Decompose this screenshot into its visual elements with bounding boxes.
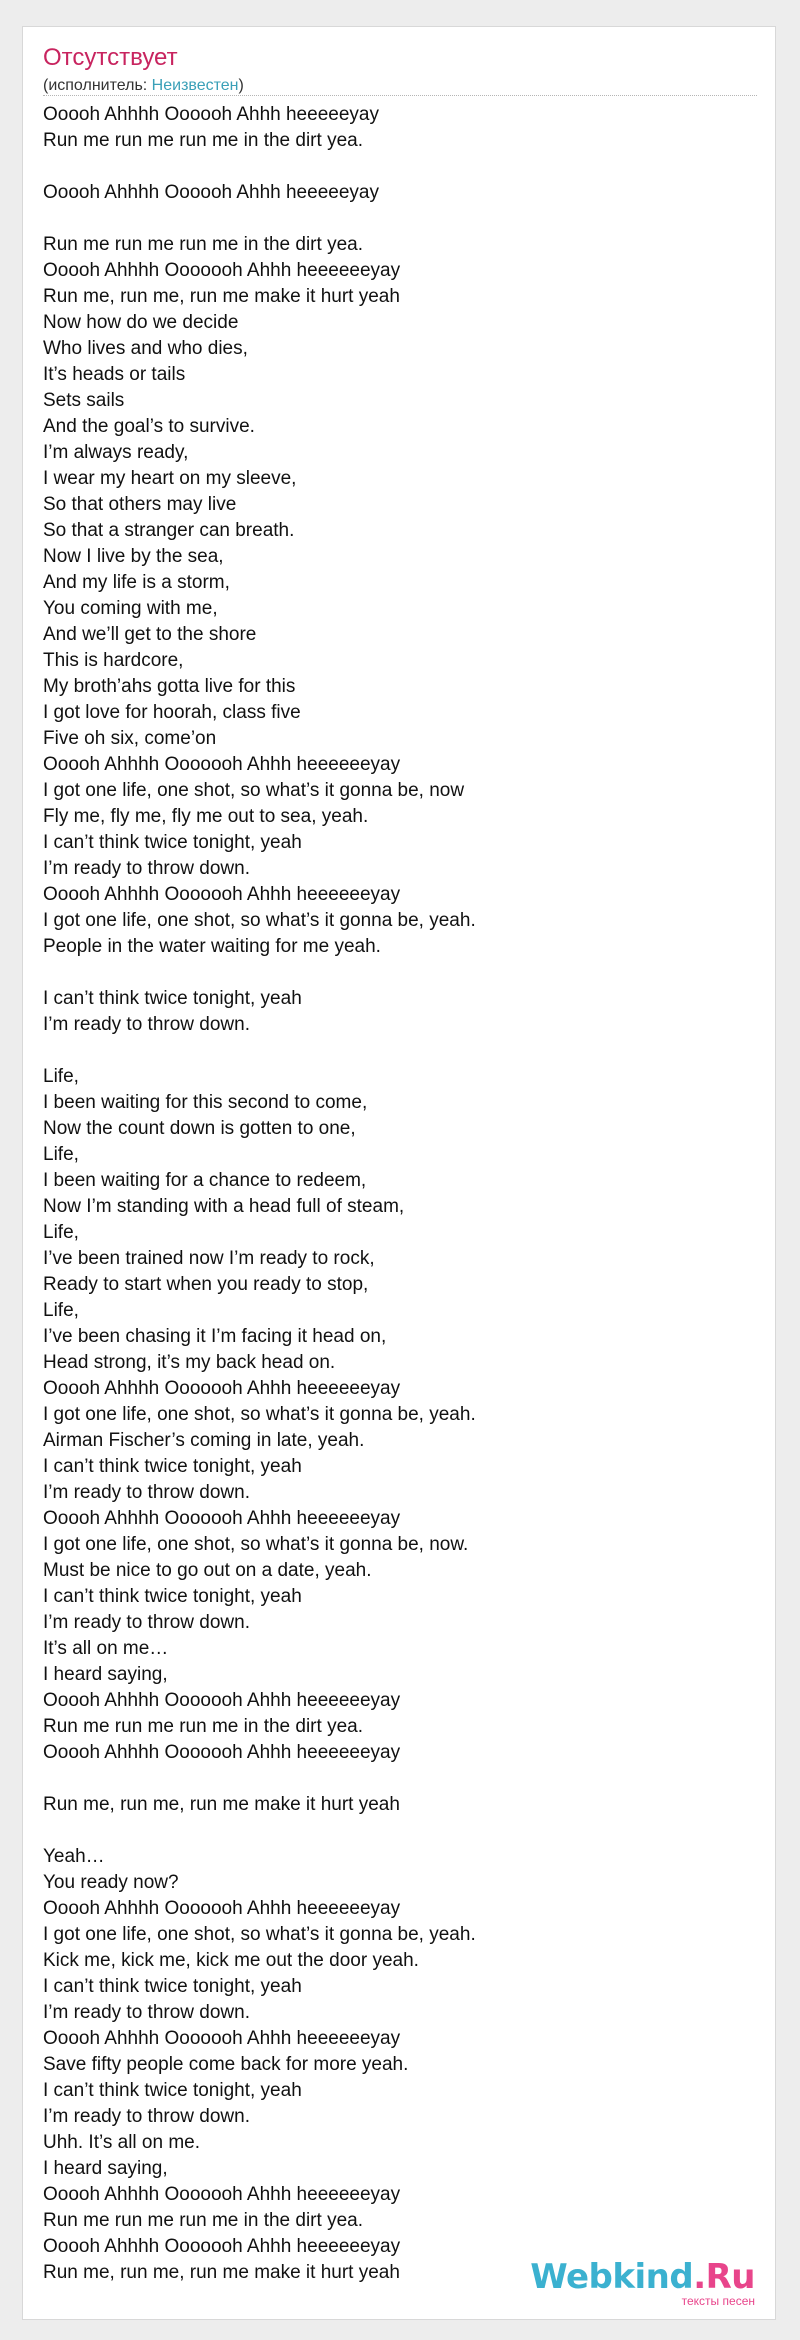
lyric-line: So that a stranger can breath. [43,520,295,541]
divider [43,95,757,96]
lyric-line: Ooooh Ahhhh Ooooooh Ahhh heeeeeeyay [43,2184,401,2205]
lyric-line: I’m ready to throw down. [43,2002,250,2023]
lyric-line: Head strong, it’s my back head on. [43,1352,336,1373]
lyric-line [43,154,763,180]
lyric-line: Ooooh Ahhhh Ooooooh Ahhh heeeeeeyay [43,884,401,905]
lyric-line: I can’t think twice tonight, yeah [43,1976,302,1997]
lyric-line: Now I’m standing with a head full of steam, [43,1196,405,1217]
lyric-line: I can’t think twice tonight, yeah [43,1586,302,1607]
lyric-line: Fly me, fly me, fly me out to sea, yeah. [43,806,369,827]
lyric-line: Uhh. It’s all on me. [43,2132,201,2153]
lyric-line: Now the count down is gotten to one, [43,1118,356,1139]
artist-suffix: ) [238,77,244,94]
lyric-line: I got one life, one shot, so what’s it gonna be, now. [43,1534,469,1555]
lyric-line: Sets sails [43,390,125,411]
lyric-line: You ready now? [43,1872,179,1893]
lyric-line: I’m ready to throw down. [43,1612,250,1633]
lyric-line: Now how do we decide [43,312,239,333]
logo-tagline: тексты песен [681,2294,755,2308]
lyric-line: And my life is a storm, [43,572,230,593]
lyric-line: Run me run me run me in the dirt yea. [43,130,363,151]
lyric-line: You coming with me, [43,598,218,619]
lyric-line: Ooooh Ahhhh Ooooooh Ahhh heeeeeeyay [43,1742,401,1763]
lyric-line: Save fifty people come back for more yeah. [43,2054,409,2075]
logo-name: Webkind [530,2257,694,2297]
lyric-line: I’ve been trained now I’m ready to rock, [43,1248,375,1269]
logo-wordmark [530,2257,755,2297]
lyric-line: Who lives and who dies, [43,338,248,359]
lyric-line: I’m ready to throw down. [43,1014,250,1035]
lyrics-text [43,102,763,2286]
webkind-logo[interactable] [530,2257,755,2308]
lyric-line: I’m ready to throw down. [43,1482,250,1503]
lyric-line [43,960,763,986]
lyric-line: And we’ll get to the shore [43,624,257,645]
lyric-line: I can’t think twice tonight, yeah [43,988,302,1009]
logo-tld: .Ru [693,2257,755,2297]
lyric-line: So that others may live [43,494,237,515]
lyric-line: I got love for hoorah, class five [43,702,301,723]
lyric-line: Ooooh Ahhhh Ooooooh Ahhh heeeeeeyay [43,2028,401,2049]
lyric-line: Kick me, kick me, kick me out the door yeah. [43,1950,419,1971]
lyric-line: I got one life, one shot, so what’s it gonna be, yeah. [43,1924,476,1945]
lyric-line [43,1038,763,1064]
lyric-line: Life, [43,1066,79,1087]
lyric-line [43,1818,763,1844]
lyric-line [43,1766,763,1792]
lyrics-card [22,26,776,2320]
lyric-line: I’ve been chasing it I’m facing it head on, [43,1326,387,1347]
lyric-line: Ooooh Ahhhh Ooooooh Ahhh heeeeeeyay [43,1378,401,1399]
lyric-line: Ooooh Ahhhh Oooooh Ahhh heeeeeyay [43,182,379,203]
lyric-line: This is hardcore, [43,650,184,671]
artist-prefix: (исполнитель: [43,77,152,94]
lyric-line: Ooooh Ahhhh Ooooooh Ahhh heeeeeeyay [43,1690,401,1711]
lyric-line: I heard saying, [43,1664,168,1685]
lyric-line: I been waiting for this second to come, [43,1092,368,1113]
lyric-line: People in the water waiting for me yeah. [43,936,381,957]
artist-link[interactable]: Неизвестен [151,77,239,94]
lyric-line: Run me run me run me in the dirt yea. [43,1716,363,1737]
lyric-line: I’m always ready, [43,442,189,463]
lyric-line: Yeah… [43,1846,105,1867]
lyric-line: I can’t think twice tonight, yeah [43,2080,302,2101]
lyric-line: Life, [43,1222,79,1243]
lyric-line: Run me run me run me in the dirt yea. [43,2210,363,2231]
song-title: Отсутствует [43,44,178,71]
artist-line [43,75,244,97]
lyric-line: Run me run me run me in the dirt yea. [43,234,363,255]
lyric-line: Must be nice to go out on a date, yeah. [43,1560,372,1581]
lyric-line: Ooooh Ahhhh Ooooooh Ahhh heeeeeeyay [43,754,401,775]
lyric-line: I can’t think twice tonight, yeah [43,1456,302,1477]
lyric-line: Ooooh Ahhhh Oooooh Ahhh heeeeeyay [43,104,379,125]
lyric-line: Ooooh Ahhhh Ooooooh Ahhh heeeeeeyay [43,2236,401,2257]
lyric-line: It’s heads or tails [43,364,186,385]
lyric-line: I got one life, one shot, so what’s it gonna be, yeah. [43,910,476,931]
lyric-line: Ready to start when you ready to stop, [43,1274,369,1295]
lyric-line: It’s all on me… [43,1638,169,1659]
lyric-line: And the goal’s to survive. [43,416,255,437]
lyric-line: I wear my heart on my sleeve, [43,468,297,489]
lyric-line: Airman Fischer’s coming in late, yeah. [43,1430,365,1451]
lyric-line: Life, [43,1144,79,1165]
lyric-line: I got one life, one shot, so what’s it gonna be, yeah. [43,1404,476,1425]
lyric-line: I’m ready to throw down. [43,2106,250,2127]
lyric-line: I can’t think twice tonight, yeah [43,832,302,853]
lyric-line: Run me, run me, run me make it hurt yeah [43,1794,400,1815]
lyric-line: Five oh six, come’on [43,728,217,749]
lyric-line: Life, [43,1300,79,1321]
lyric-line: Ooooh Ahhhh Ooooooh Ahhh heeeeeeyay [43,1898,401,1919]
lyric-line: Ooooh Ahhhh Ooooooh Ahhh heeeeeeyay [43,1508,401,1529]
lyric-line: Ooooh Ahhhh Ooooooh Ahhh heeeeeeyay [43,260,401,281]
lyric-line: I heard saying, [43,2158,168,2179]
lyric-line: Run me, run me, run me make it hurt yeah [43,286,400,307]
lyric-line: I got one life, one shot, so what’s it gonna be, now [43,780,465,801]
lyric-line [43,206,763,232]
lyric-line: I’m ready to throw down. [43,858,250,879]
lyric-line: Run me, run me, run me make it hurt yeah [43,2262,400,2283]
lyric-line: I been waiting for a chance to redeem, [43,1170,367,1191]
lyric-line: My broth’ahs gotta live for this [43,676,296,697]
lyric-line: Now I live by the sea, [43,546,224,567]
